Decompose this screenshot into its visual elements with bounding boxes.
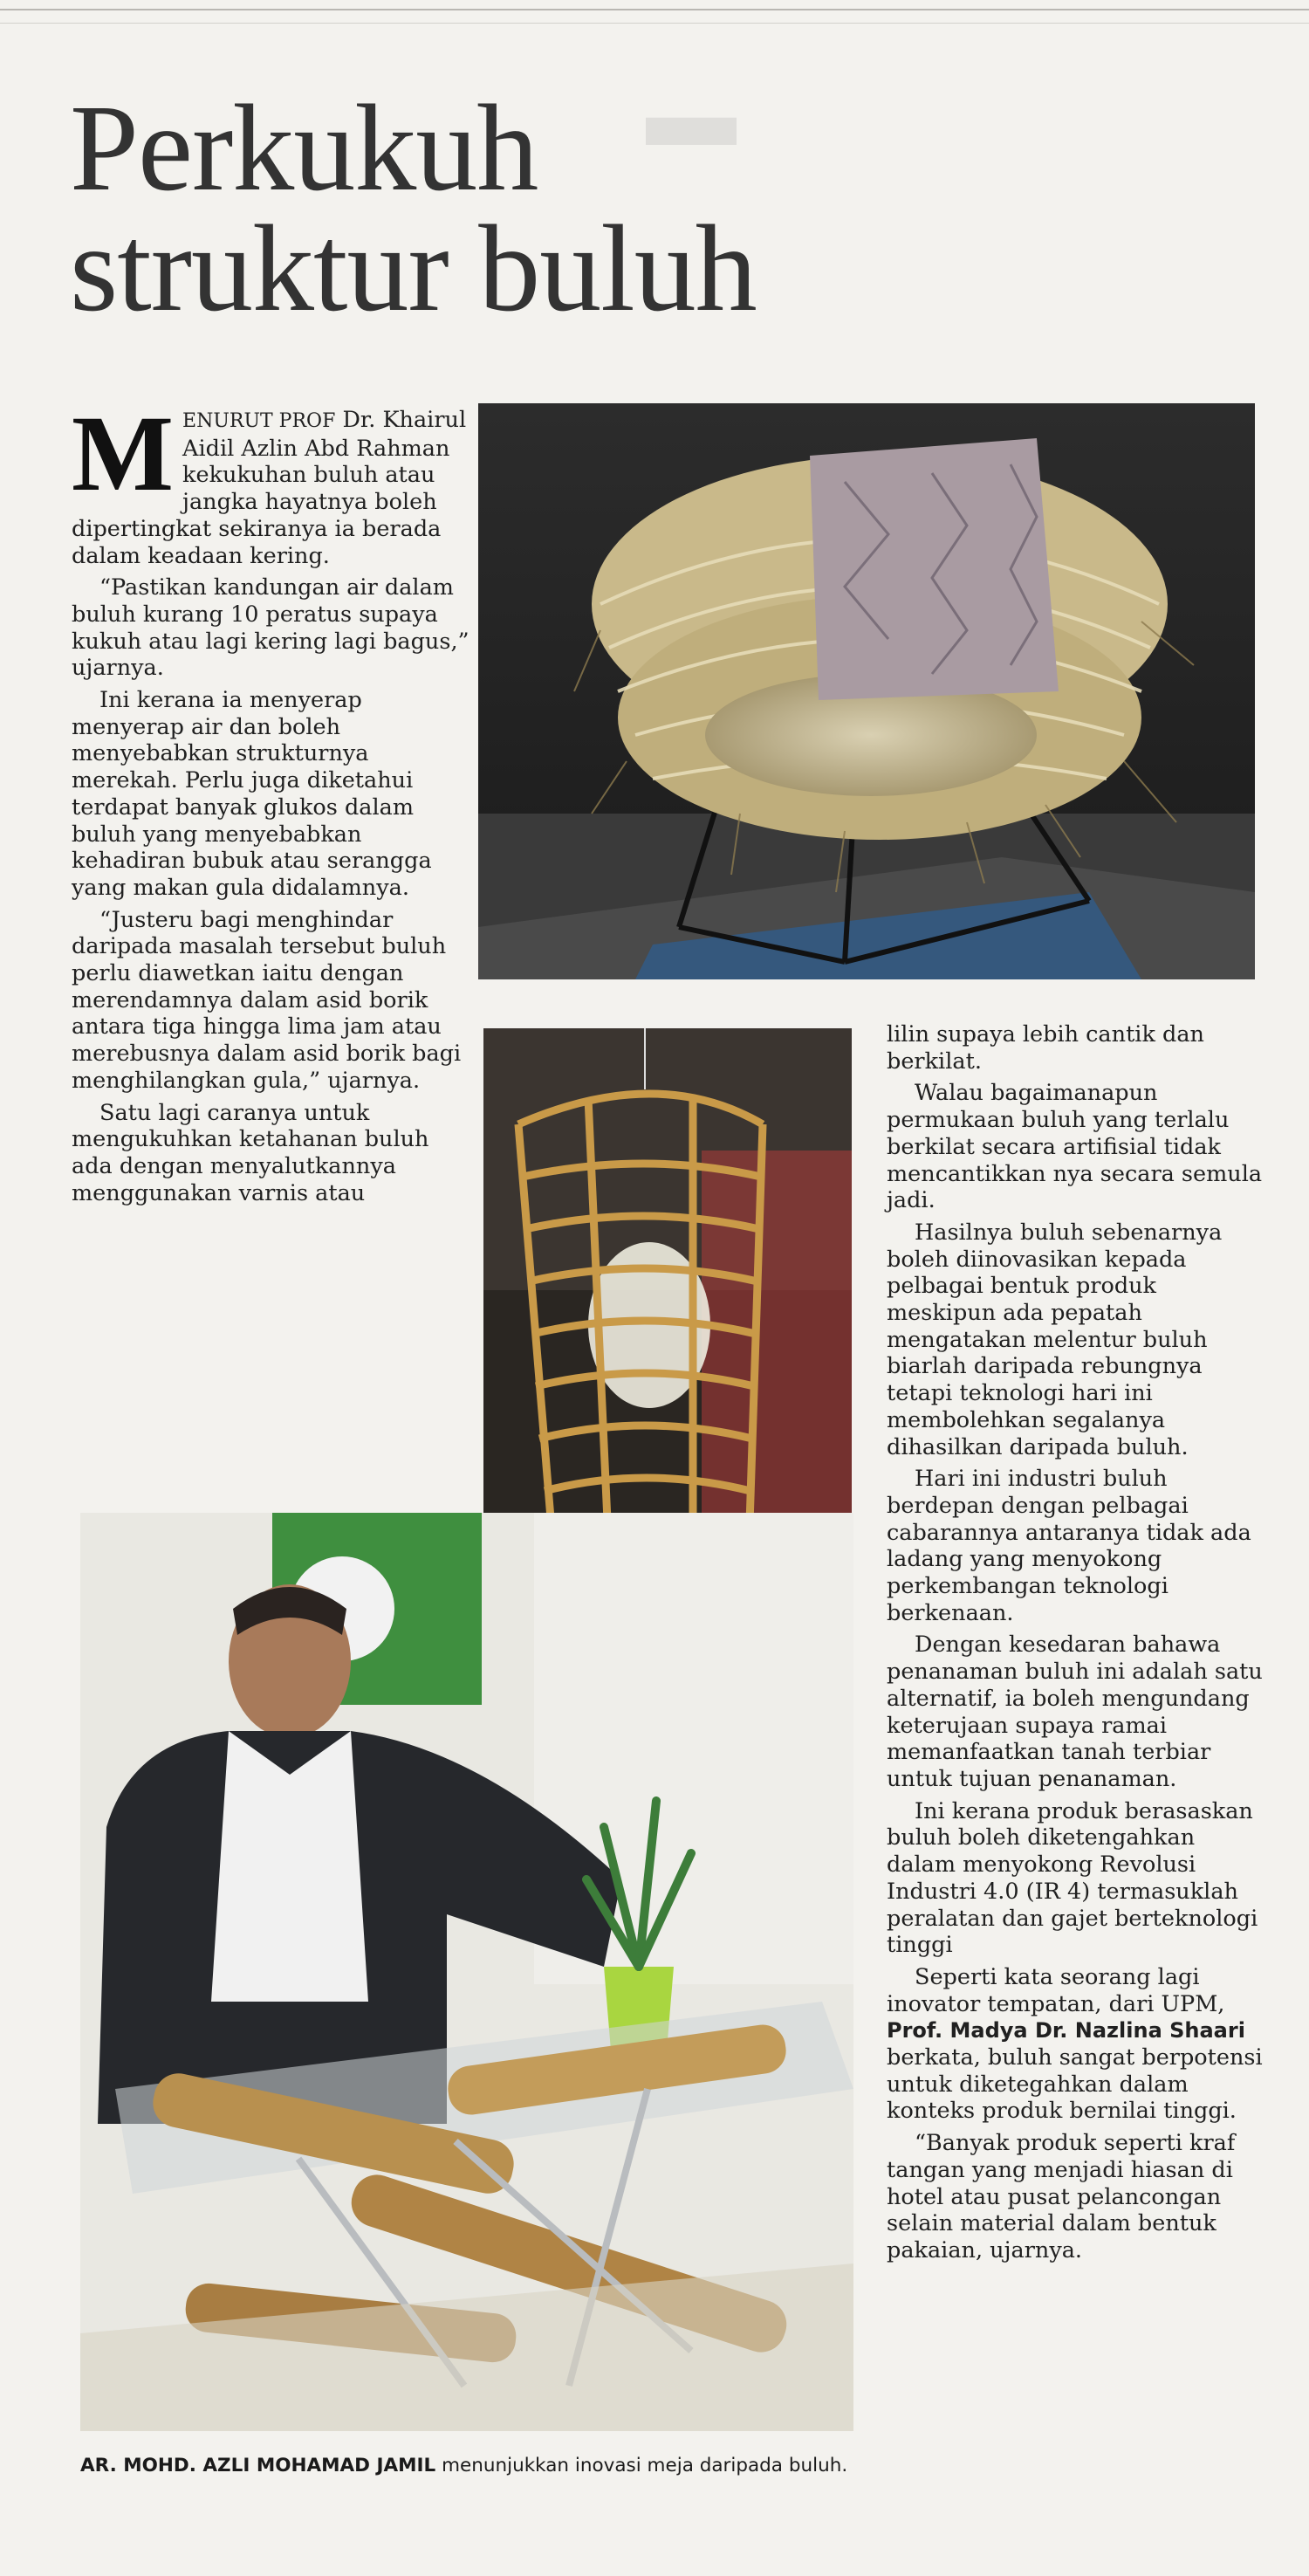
photo-bamboo-chair [478,403,1255,979]
photo-man-bamboo-table [80,1513,853,2431]
headline-line-2: struktur buluh [70,199,757,337]
photo-caption [80,2453,866,2479]
paragraph: “Justeru bagi menghindar daripada masalah tersebut buluh perlu diawetkan iaitu dengan merendamnya dalam asid borik antara tiga hingga lima jam atau merebusnya dalam asid borik bagi menghilangkan gula,” ujarnya. [72,906,462,1094]
paragraph: Hari ini industri buluh berdepan dengan pelbagai cabarannya antaranya tidak ada ladang yang menyokong perkembangan teknologi berkenaan. [887,1466,1251,1626]
article-column-right [887,1021,1264,2270]
paragraph: “Pastikan kandungan air dalam buluh kurang 10 peratus supaya kukuh atau lagi kering lagi bagus,” ujarnya. [72,574,469,682]
paragraph: Ini kerana ia menyerap menyerap air dan boleh menyebabkan strukturnya merekah. Perlu juga diketahui terdapat banyak glukos dalam buluh yang menyebabkan kehadiran bubuk atau serangga yang makan gula didalamnya. [72,687,432,901]
paragraph: Satu lagi caranya untuk mengukuhkan ketahanan buluh ada dengan menyalutkannya menggunakan varnis atau [72,1099,429,1206]
caption-name: AR. MOHD. AZLI MOHAMAD JAMIL [80,2455,436,2476]
top-rule [0,9,1309,10]
quote-rest: berkata, buluh sangat berpotensi untuk diketegahkan dalam konteks produk bernilai tinggi. [887,2044,1263,2125]
paragraph: Walau bagaimanapun permukaan buluh yang terlalu berkilat secara artifisial tidak mencantikkan nya secara semula jadi. [887,1080,1263,1214]
bamboo-chair-image [478,403,1255,979]
paragraph: “Banyak produk seperti kraf tangan yang menjadi hiasan di hotel atau pusat pelancongan selain material dalam bentuk pakaian, ujarnya. [887,2130,1236,2263]
lead-paragraph [72,394,475,569]
paragraph: lilin supaya lebih cantik dan berkilat. [887,1021,1204,1075]
quote-intro: Seperti kata seorang lagi inovator tempatan, dari UPM, [887,1963,1225,2017]
quote-paragraph [887,1964,1264,2125]
bleed-through-shadow: ▬ [646,65,737,165]
top-rule-thin [0,23,1309,24]
paragraph: Hasilnya buluh sebenarnya boleh diinovasikan kepada pelbagai bentuk produk meskipun ada pepatah mengatakan melentur buluh biarlah daripada rebungnya tetapi teknologi hari ini membolehkan segalanya dihasilkan daripada buluh. [887,1219,1223,1460]
lead-caps: ENURUT PROF [182,410,336,432]
quoted-person-name: Prof. Madya Dr. Nazlina Shaari [887,2018,1245,2044]
man-table-image [80,1513,853,2431]
headline-line-1: Perkukuh [70,79,538,216]
paragraph: Ini kerana produk berasaskan buluh boleh diketengahkan dalam menyokong Revolusi Industri 4.0 (IR 4) termasuklah peralatan dan gajet berteknologi tinggi [887,1797,1258,1959]
article-column-left [72,394,475,1212]
drop-cap: M [72,394,175,513]
headline [70,79,942,337]
paragraph: Dengan kesedaran bahawa penanaman buluh ini adalah satu alternatif, ia boleh mengundang keterujaan supaya ramai memanfaatkan tanah terbiar untuk tujuan penanaman. [887,1631,1263,1792]
lead-text: Dr. Khairul Aidil Azlin Abd Rahman kekukuhan buluh atau jangka hayatnya boleh dipertingkat sekiranya ia berada dalam keadaan kering. [72,407,467,569]
caption-text: menunjukkan inovasi meja daripada buluh. [442,2455,848,2476]
